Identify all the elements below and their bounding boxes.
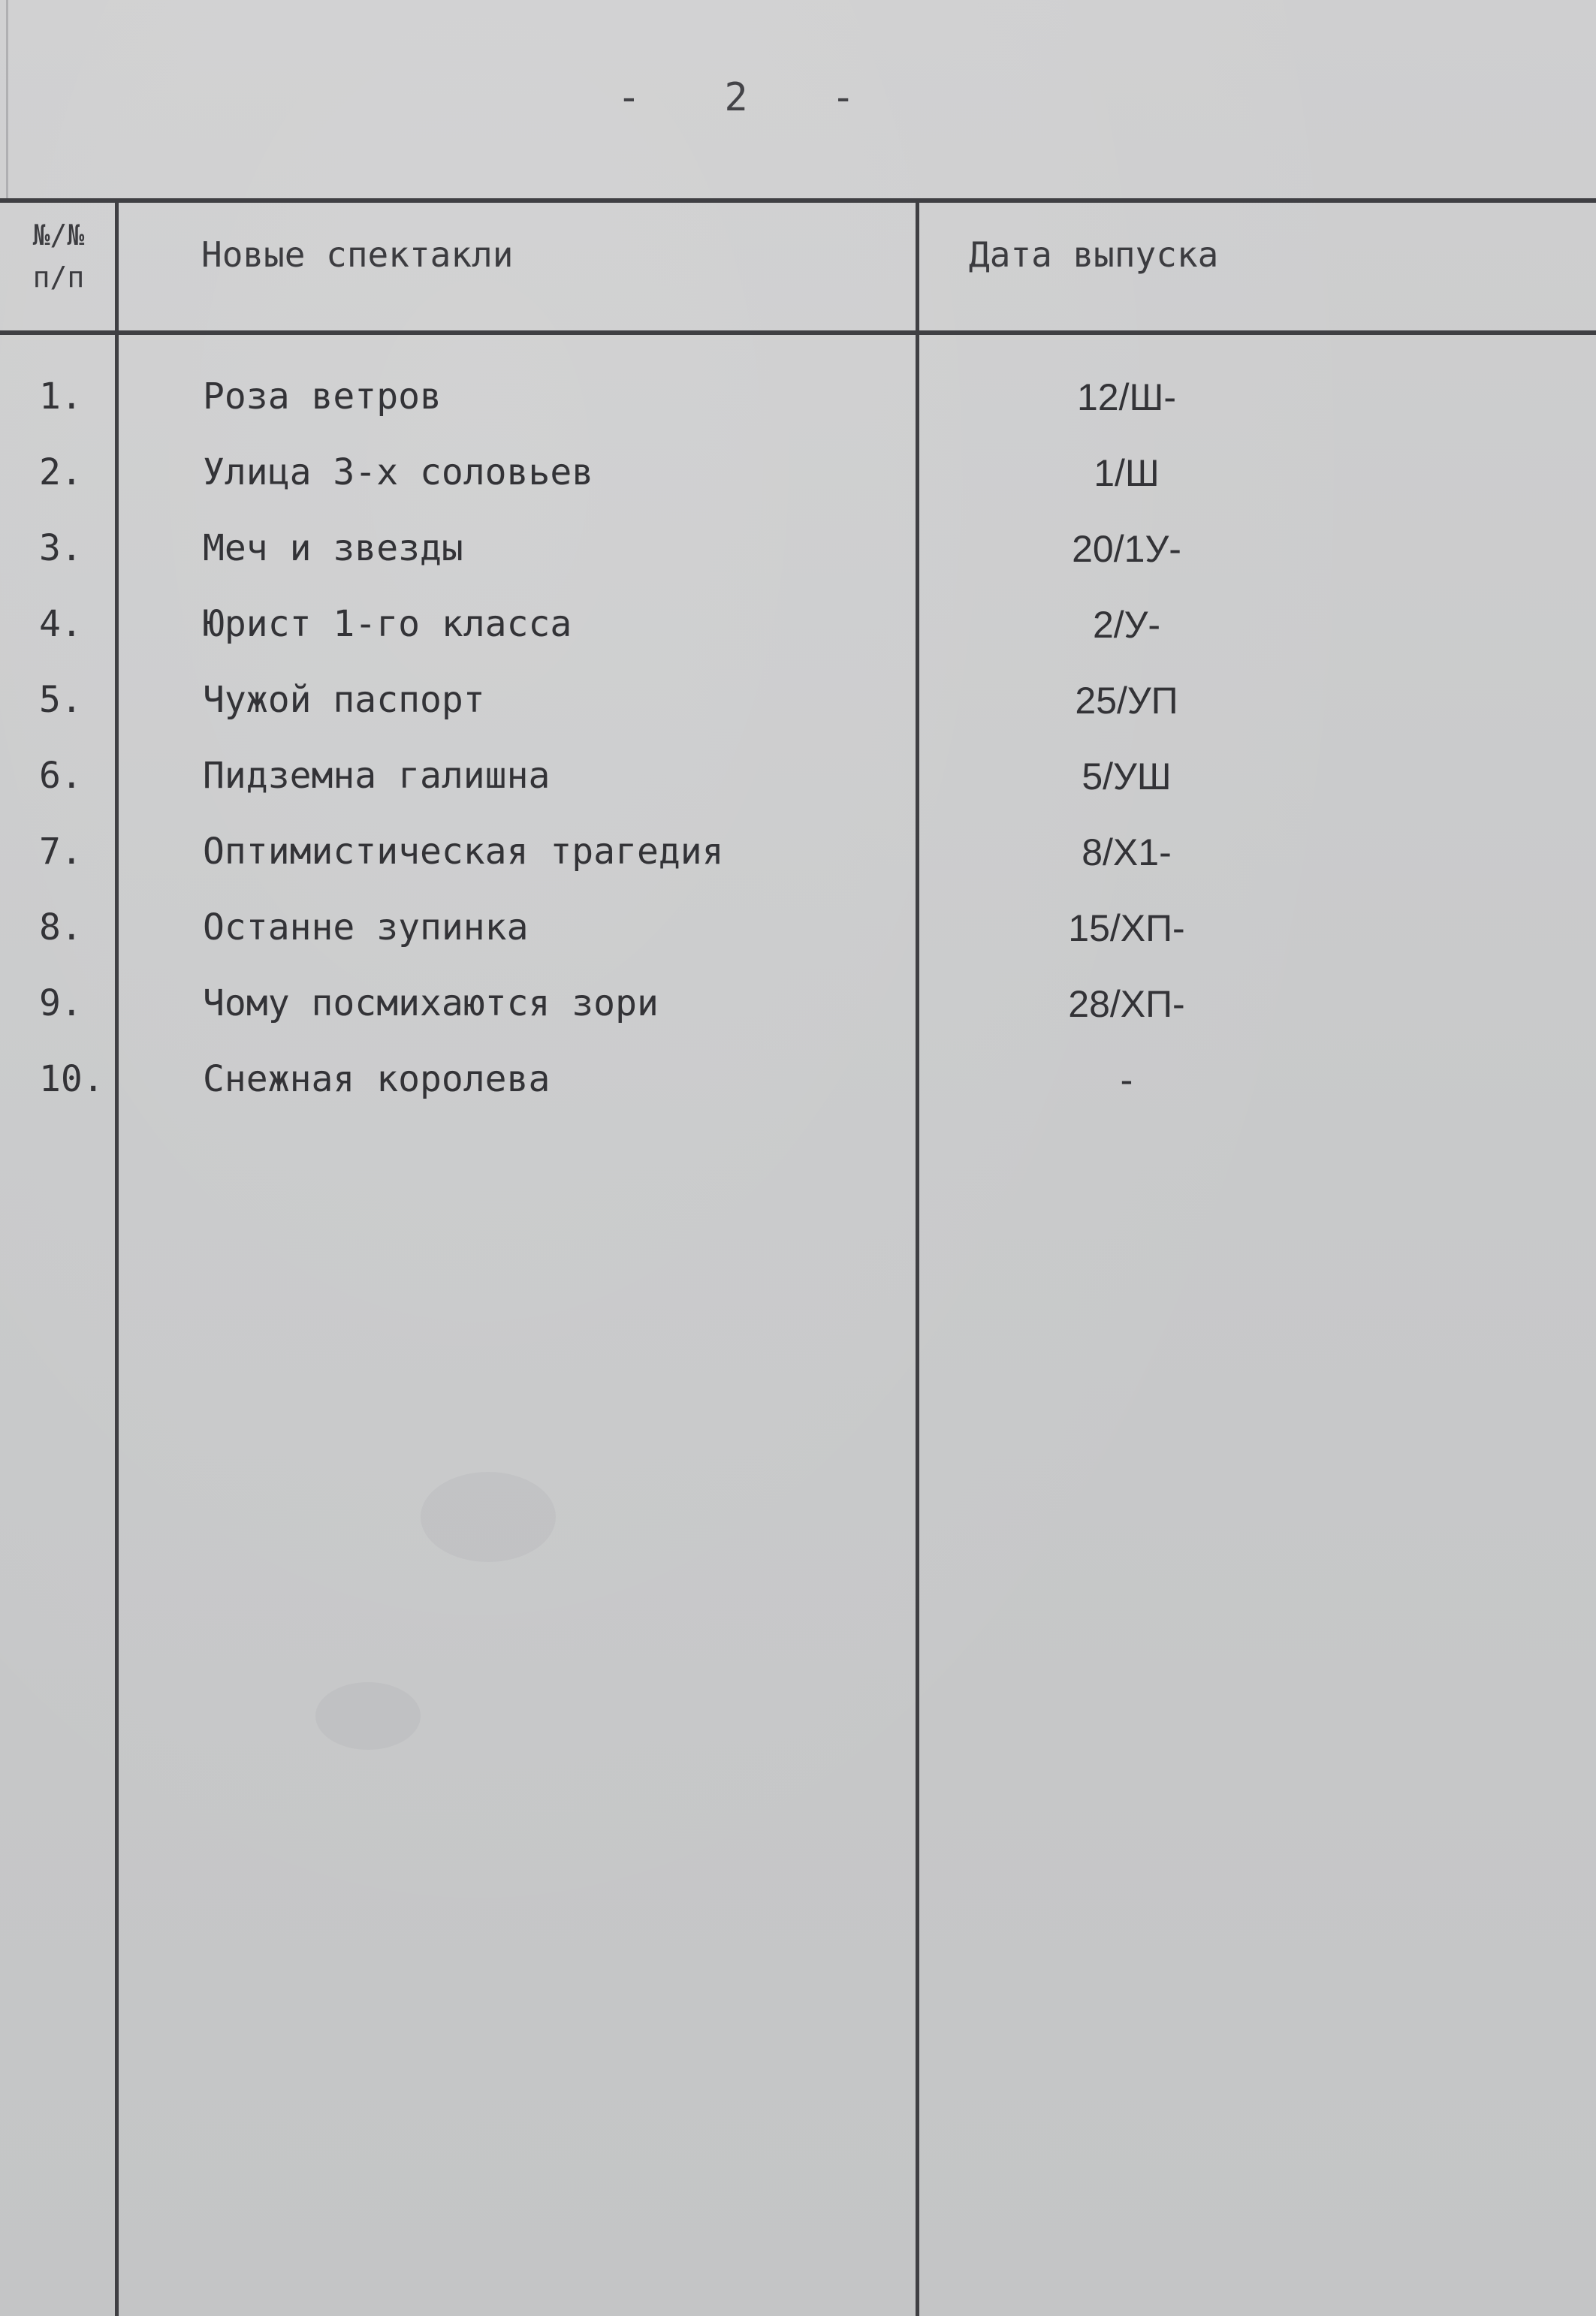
row-date: 28/ХП- <box>1068 983 1185 1025</box>
table-row <box>0 451 1596 527</box>
row-title: Чому посмихаются зори <box>203 982 659 1024</box>
table-row <box>0 603 1596 679</box>
row-number: 8. <box>39 906 83 948</box>
row-title: Останне зупинка <box>203 906 529 948</box>
row-number: 7. <box>39 831 83 873</box>
row-date: 2/У- <box>1092 604 1161 646</box>
row-date: 1/Ш <box>1094 452 1160 494</box>
row-number: 10. <box>39 1058 104 1100</box>
row-title: Оптимистическая трагедия <box>203 831 724 873</box>
row-number: 1. <box>39 375 83 418</box>
row-date: 5/УШ <box>1082 755 1172 798</box>
row-number: 3. <box>39 527 83 569</box>
header-number-line2: п/п <box>32 261 85 294</box>
header-number <box>14 214 104 298</box>
paper-smudge <box>315 1682 421 1750</box>
row-title: Улица 3-х соловьев <box>203 451 594 493</box>
row-title: Роза ветров <box>203 375 442 418</box>
table-row <box>0 679 1596 755</box>
row-title: Чужой паспорт <box>203 679 485 721</box>
table-header-rule <box>0 330 1596 335</box>
row-number: 9. <box>39 982 83 1024</box>
row-title: Юрист 1-го класса <box>203 603 572 645</box>
row-date: 25/УП <box>1075 680 1178 722</box>
table-row <box>0 375 1596 451</box>
table-row <box>0 831 1596 906</box>
row-number: 2. <box>39 451 83 493</box>
table-row <box>0 755 1596 831</box>
paper-smudge <box>421 1472 556 1562</box>
header-date: Дата выпуска <box>969 234 1219 275</box>
row-date: 20/1У- <box>1072 528 1181 570</box>
row-number: 5. <box>39 679 83 721</box>
row-number: 6. <box>39 755 83 797</box>
table-row <box>0 1058 1596 1134</box>
row-title: Пидземна галишна <box>203 755 551 797</box>
row-date: 15/ХП- <box>1068 907 1185 949</box>
page-number: - 2 - <box>617 75 885 120</box>
table-row <box>0 982 1596 1058</box>
header-number-line1: №/№ <box>32 219 85 252</box>
table-row <box>0 906 1596 982</box>
header-title: Новые спектакли <box>201 234 514 275</box>
row-date: - <box>1120 1059 1133 1101</box>
row-number: 4. <box>39 603 83 645</box>
table-row <box>0 527 1596 603</box>
row-date: 8/Х1- <box>1082 831 1172 873</box>
row-date: 12/Ш- <box>1077 376 1176 418</box>
row-title: Снежная королева <box>203 1058 551 1100</box>
table-top-rule <box>0 198 1596 203</box>
row-title: Меч и звезды <box>203 527 463 569</box>
